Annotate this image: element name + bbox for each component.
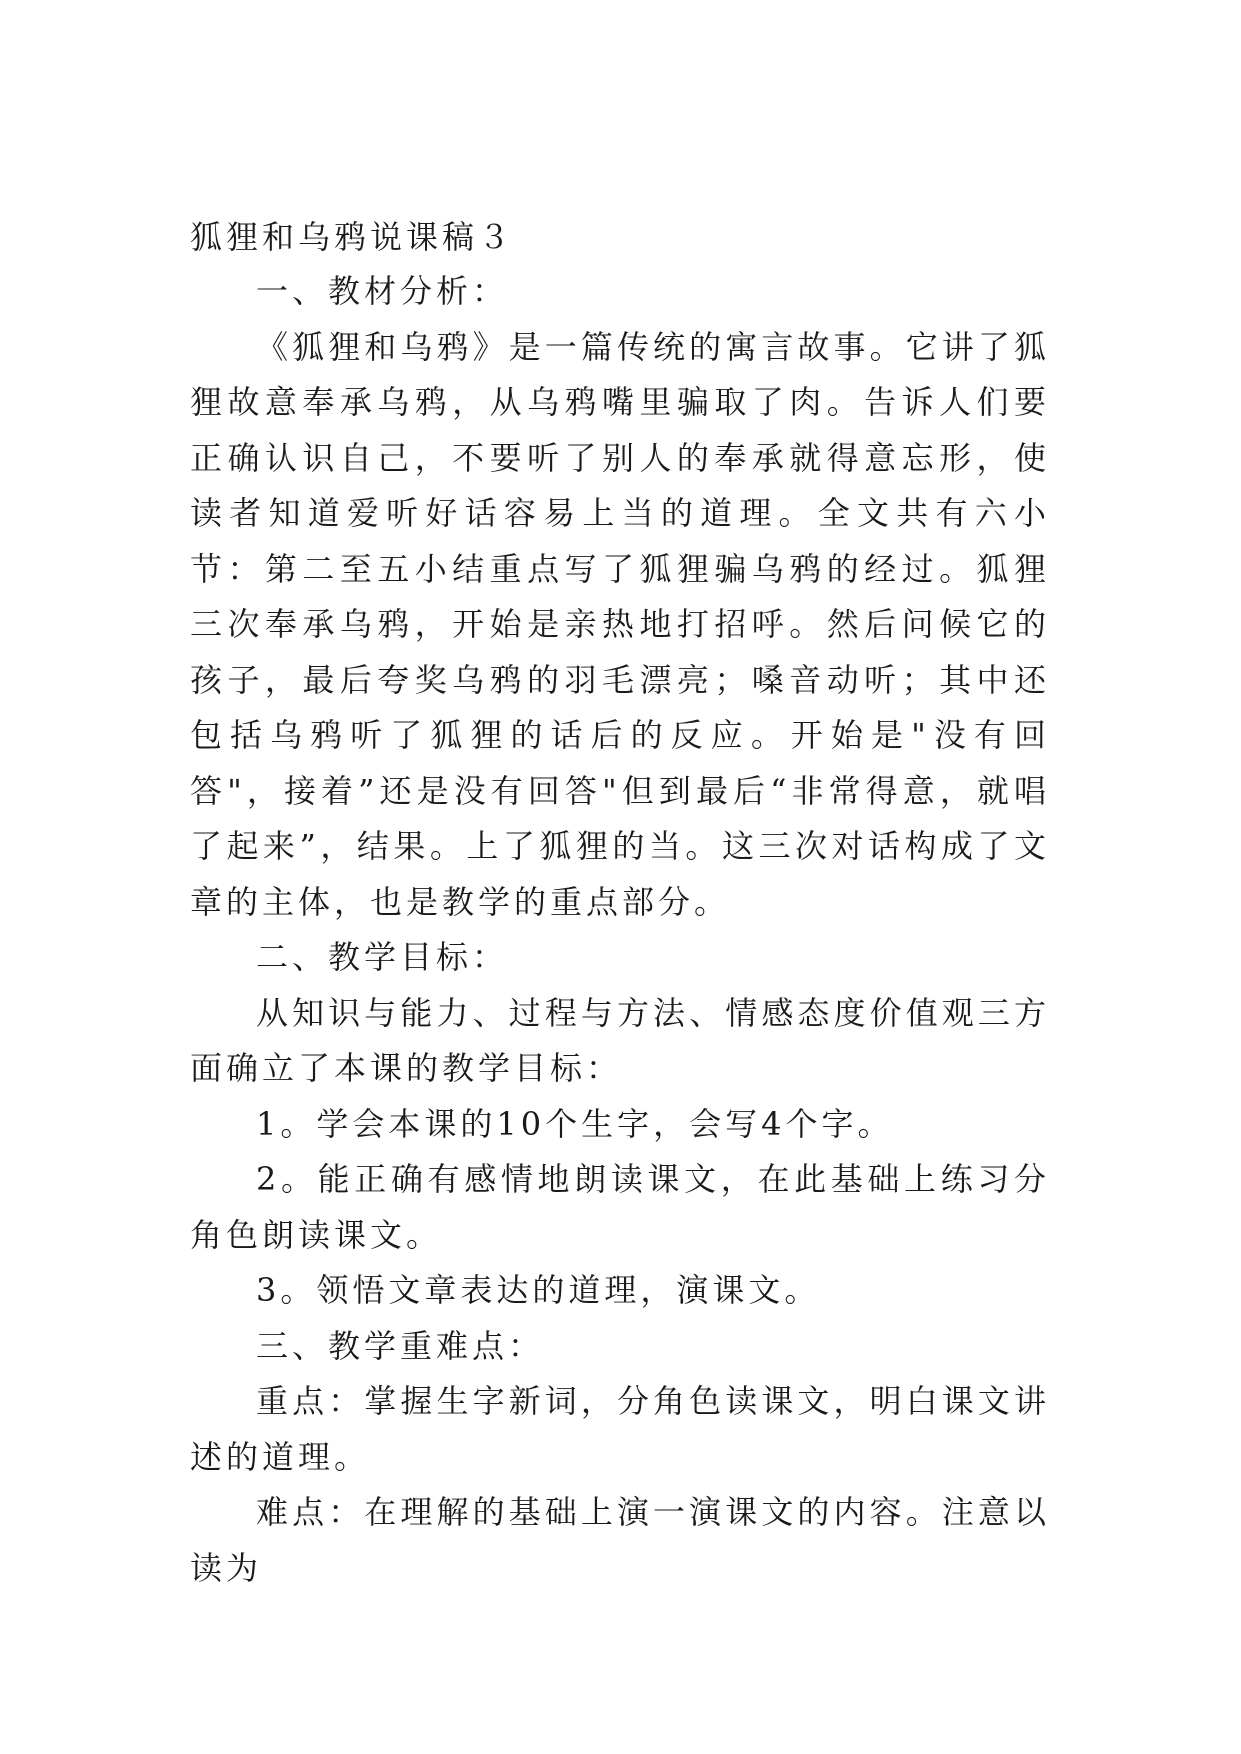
goal-item-3: 3。领悟文章表达的道理，演课文。	[256, 1271, 821, 1309]
document-body	[190, 218, 1050, 1596]
goal-item-2: 2。能正确有感情地朗读课文，在此基础上练习分角色朗读课文。	[190, 1160, 1050, 1254]
paragraph-key-point: 重点：掌握生字新词，分角色读课文，明白课文讲述的道理。	[190, 1382, 1050, 1476]
document-title: 狐狸和乌鸦说课稿３	[190, 218, 515, 256]
paragraph-goals-intro: 从知识与能力、过程与方法、情感态度价值观三方面确立了本课的教学目标：	[190, 993, 1050, 1087]
paragraph-difficult-point: 难点：在理解的基础上演一演课文的内容。注意以读为	[190, 1493, 1050, 1587]
heading-key-points: 三、教学重难点：	[256, 1326, 545, 1365]
goal-item-1: 1。学会本课的10个生字，会写4个字。	[256, 1104, 894, 1143]
paragraph-textbook-analysis: 《狐狸和乌鸦》是一篇传统的寓言故事。它讲了狐狸故意奉承乌鸦，从乌鸦嘴里骗取了肉。告诉人们要正确认识自己，不要听了别人的奉承就得意忘形，使读者知道爱听好话容易上当的道理。全文共有六小节：第二至五小结重点写了狐狸骗乌鸦的经过。狐狸三次奉承乌鸦，开始是亲热地打招呼。然后问候它的孩子，最后夸奖乌鸦的羽毛漂亮；嗓音动听；其中还包括乌鸦听了狐狸的话后的反应。开始是"没有回答"，接着”还是没有回答"但到最后“非常得意，就唱了起来”，结果。上了狐狸的当。这三次对话构成了文章的主体，也是教学的重点部分。	[190, 327, 1050, 921]
heading-teaching-goals: 二、教学目标：	[256, 938, 509, 976]
heading-textbook-analysis: 一、教材分析：	[256, 272, 509, 310]
